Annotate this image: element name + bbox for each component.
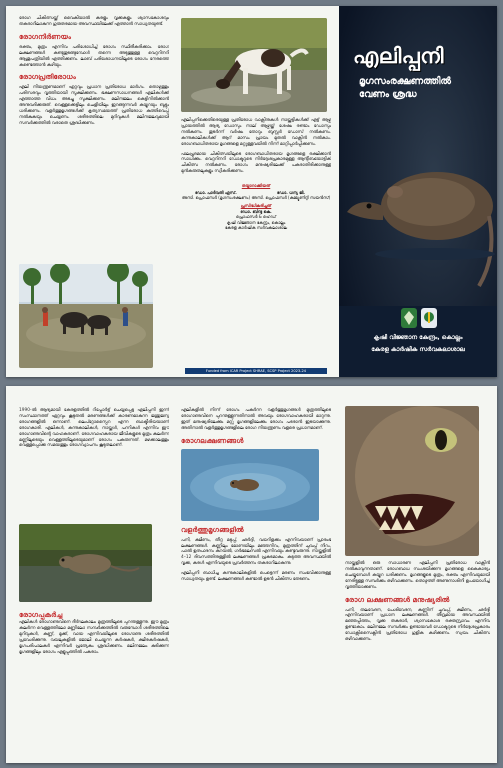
panel-bottom-right <box>345 386 490 763</box>
icar-logo <box>421 308 437 328</box>
carrier-paragraph: എലികളിൽ നിന്ന് രോഗം പകർന്ന വളർത്തുമൃഗങ്ങൾ മൂത്രത്തിലൂടെ രോഗാണുവിനെ പുറന്തള്ളുന്നതിനാൽ അവയും രോഗവാഹകരായി മാറുന്നു. ഇത് മനുഷ്യരിലേക്കും മറ്റു മൃഗങ്ങളിലേക്കും രോഗം പടരാൻ ഇടയാക്കുന്നു. അതിനാൽ വളർത്തുമൃഗങ്ങളിലെ രോഗ നിയന്ത്രണം വളരെ പ്രധാനമാണ്. <box>181 408 331 431</box>
dog-drinking-photo <box>181 18 327 112</box>
credits-block <box>181 183 331 230</box>
university-name: കേരള കാർഷിക സർവകലാശാല <box>371 346 465 353</box>
author-name-1: ഡോ. പാർവതി എസ്. <box>195 189 237 195</box>
heading-transmission: രോഗപ്പകർച്ച <box>19 610 63 619</box>
animal-symptoms-paragraph: പനി, ക്ഷീണം, തീറ്റ മടുപ്പ്, ഛർദ്ദി, വയറിളക്കം എന്നിവയാണ് പ്രാരംഭ ലക്ഷണങ്ങൾ. കണ്ണിലും മോണയിലും മഞ്ഞനിറം, മൂത്രത്തിന് ചുവപ്പ് നിറം, പാൽ ഉത്പാദനം കുറയൽ, ഗർഭമലസൽ എന്നിവയും കണ്ടുവരുന്നു. നായ്ക്കളിൽ 4–12 ദിവസത്തിനുള്ളിൽ ലക്ഷണങ്ങൾ പ്രകടമാകും. കടുത്ത അവസ്ഥയിൽ വൃക്ക, കരൾ എന്നിവയുടെ പ്രവർത്തനം തകരാറിലാകുന്നു. <box>181 537 331 567</box>
brochure-outer-side <box>6 6 497 377</box>
intro-paragraph: രോഗ ചികിത്സയ്ക്ക് വൈകിയാൽ കരളും വൃക്കകളും ശ്വാസകോശവും തകരാറിലാകുന്ന ഗുരുതരമായ അവസ്ഥയിലേക്ക് എത്താൻ സാധ്യതയുണ്ട്. <box>19 16 169 27</box>
cover-title: എലിപ്പനി <box>353 44 444 68</box>
panel-top-left <box>19 6 169 377</box>
vaccine-paragraph: എലിപ്പനിക്കെതിരെയുള്ള പ്രതിരോധ വാക്സിനുകൾ നായ്ക്കുട്ടികൾക്ക് എട്ട് ആഴ്ച പ്രായത്തിൽ ആദ്യ ഡോസും നാല് ആഴ്ചയ്ക്ക് ശേഷം രണ്ടാം ഡോസും നൽകണം. തുടർന്ന് വർഷം തോറും ബൂസ്റ്റർ ഡോസ് നൽകണം. കന്നുകാലികൾക്ക് ആറ് മാസം പ്രായം മുതൽ വാക്സിൻ നൽകാം. രോഗബാധിതരായ മൃഗങ്ങളെ മറ്റുള്ളവയിൽ നിന്ന് മാറ്റിപ്പാർപ്പിക്കണം. <box>181 118 331 147</box>
kvk-name: കൃഷി വിജ്ഞാന കേന്ദ്രം, കൊല്ലം <box>373 334 463 341</box>
heading-in-animals: വളർത്തുമൃഗങ്ങളിൽ <box>181 524 244 534</box>
cover-subtitle-line2: വേണം ശ്രദ്ധ <box>359 89 417 100</box>
flood-cattle-photo <box>19 264 153 368</box>
cover-subtitle-line1: മൃഗസംരക്ഷണത്തിൽ <box>359 76 452 87</box>
heading-in-humans: രോഗ ലക്ഷണങ്ങൾ മനുഷ്യരിൽ <box>345 594 450 604</box>
cover-panel <box>339 6 497 377</box>
diagnosis-paragraph: രക്തം, മൂത്രം എന്നിവ പരിശോധിച്ച് രോഗം സ്ഥിരീകരിക്കാം. രോഗ ലക്ഷണങ്ങൾ കണ്ടുതുടങ്ങുമ്പോൾ തന്നെ അടുത്തുള്ള വെറ്ററിനറി ആശുപത്രിയിൽ എത്തിക്കണം. ലാബ് പരിശോധനയിലൂടെ രോഗം നേരത്തെ കണ്ടെത്താൻ കഴിയും. <box>19 44 169 68</box>
rat-teeth-closeup-photo <box>345 406 479 556</box>
heading-diagnosis: രോഗനിർണയം <box>19 31 72 41</box>
brochure-inner-side <box>6 386 497 763</box>
swimming-rat-photo <box>181 449 319 521</box>
panel-bottom-middle <box>181 386 331 763</box>
handling-paragraph: നായ്ക്കളിൽ ഒരു സാധാരണ എലിപ്പനി പ്രതിരോധ വാക്സിൻ നൽകാവുന്നതാണ്. രോഗബാധ സംശയിക്കുന്ന മൃഗങ്ങളെ കൈകാര്യം ചെയ്യുമ്പോൾ കയ്യുറ ധരിക്കണം. മൃഗങ്ങളുടെ മൂത്രം, രക്തം എന്നിവയുമായി നേരിട്ടുള്ള സമ്പർക്കം ഒഴിവാക്കണം. തൊഴുത്ത് അണുനാശിനി ഉപയോഗിച്ച് വൃത്തിയാക്കണം. <box>345 561 490 590</box>
cattle-risk-paragraph: എലിപ്പനി ബാധിച്ച കന്നുകാലികളിൽ പെട്ടെന്ന് മരണം സംഭവിക്കാനുള്ള സാധ്യതയും ഉണ്ട്. ലക്ഷണങ്ങൾ കണ്ടാൽ ഉടൻ ചികിത്സ തേടണം. <box>181 571 331 583</box>
author-role-2: അസി. പ്രൊഫസർ (കമ്മ്യൂണിറ്റി സയൻസ്) <box>251 194 331 200</box>
panel-bottom-left <box>19 386 169 763</box>
rat-water-photo <box>19 524 152 602</box>
author-name-2: ഡോ. ധന്യ ജി. <box>276 189 305 195</box>
human-symptoms-paragraph: പനി, തലവേദന, പേശിവേദന, കണ്ണിന് ചുവപ്പ്, ക്ഷീണം, ഛർദ്ദി എന്നിവയാണ് പ്രധാന ലക്ഷണങ്ങൾ. തീവ്രമായ അവസ്ഥയിൽ മഞ്ഞപ്പിത്തം, വൃക്ക തകരാർ, ശ്വാസകോശ രക്തസ്രാവം എന്നിവ ഉണ്ടാകാം. മലിനജല സമ്പർക്കം ഉണ്ടായവർ ഡോക്ടറുടെ നിർദ്ദേശപ്രകാരം ഡോക്സിസൈക്ലിൻ പ്രതിരോധ ഗുളിക കഴിക്കണം. സ്വയം ചികിത്സ ഒഴിവാക്കണം. <box>345 607 490 643</box>
treatment-paragraph: ഫലപ്രദമായ ചികിത്സയിലൂടെ രോഗബാധിതരായ മൃഗങ്ങളെ രക്ഷിക്കാൻ സാധിക്കും. വെറ്ററിനറി ഡോക്ടറുടെ നിർദ്ദേശപ്രകാരമുള്ള ആന്റിബയോട്ടിക് ചികിത്സ നൽകണം. രോഗം മനുഷ്യരിലേക്ക് പകരാതിരിക്കാനുള്ള മുൻകരുതലുകളും സ്വീകരിക്കണം. <box>181 151 331 175</box>
published-by-label: പ്രസിദ്ധീകരിച്ചത് <box>240 203 272 209</box>
publisher-org: കൃഷി വിജ്ഞാന കേന്ദ്രം, കൊല്ലം <box>226 219 286 225</box>
prevention-paragraph: എലി നിയന്ത്രണമാണ് ഏറ്റവും പ്രധാന പ്രതിരോധ മാർഗം. തൊഴുത്തും പരിസരവും വൃത്തിയായി സൂക്ഷിക്കണം. ഭക്ഷണസാധനങ്ങൾ എലികൾക്ക് എത്താത്ത വിധം അടച്ചു സൂക്ഷിക്കണം. മലിനജലം കെട്ടിനിൽക്കാൻ അനുവദിക്കരുത്. വെള്ളക്കെട്ടിലും ചെളിയിലും ഇറങ്ങുന്നവർ കയ്യുറയും ബൂട്ടും ധരിക്കണം. വളർത്തുമൃഗങ്ങൾക്ക് കൃത്യസമയത്ത് പ്രതിരോധ കുത്തിവെപ്പ് നൽകുകയും ചെയ്യണം. ശരീരത്തിലെ മുറിവുകൾ മലിനജലവുമായി സമ്പർക്കത്തിൽ വരാതെ ശ്രദ്ധിക്കണം. <box>19 85 169 126</box>
publisher-role: പ്രൊഫസർ & ഹെഡ് <box>235 214 277 220</box>
heading-symptoms: രോഗലക്ഷണങ്ങൾ <box>181 435 244 445</box>
publisher-name: ഡോ. ബിന്ദു കെ. <box>240 208 272 214</box>
history-paragraph: 1990-ൽ ആദ്യമായി കേരളത്തിൽ റിപ്പോർട്ട് ചെയ്യപ്പെട്ട എലിപ്പനി ഇന്ന് സംസ്ഥാനത്ത് ഏറ്റവും കൂടുതൽ മരണങ്ങൾക്ക് കാരണമാകുന്ന ജന്തുജന്യ രോഗങ്ങളിൽ ഒന്നാണ്. ലെപ്റ്റോസ്പൈറ എന്ന ബാക്ടീരിയയാണ് രോഗകാരി. എലികൾ, കന്നുകാലികൾ, നായ്ക്കൾ, പന്നികൾ എന്നിവ ഈ രോഗാണുവിന്റെ വാഹകരാണ്. രോഗവാഹകരായ ജീവികളുടെ മൂത്രം കലർന്ന മണ്ണിലൂടെയും വെള്ളത്തിലൂടെയുമാണ് രോഗം പകരുന്നത്. മഴക്കാലത്തും വെള്ളപ്പൊക്ക സമയത്തും രോഗവ്യാപനം കൂടുതലാണ്. <box>19 408 169 449</box>
transmission-paragraph: എലികൾ രോഗാണുവിനെ ദീർഘകാലം മൂത്രത്തിലൂടെ പുറന്തള്ളുന്നു. ഈ മൂത്രം കലർന്ന വെള്ളത്തിലോ മണ്ണിലോ സമ്പർക്കത്തിൽ വരുമ്പോൾ ശരീരത്തിലെ മുറിവുകൾ, കണ്ണ്, മൂക്ക്, വായ എന്നിവയിലൂടെ രോഗാണു ശരീരത്തിൽ പ്രവേശിക്കുന്നു. വയലുകളിൽ ജോലി ചെയ്യുന്ന കർഷകർ, ക്ഷീരകർഷകർ, മൃഗപരിപാലകർ എന്നിവർ പ്രത്യേകം ശ്രദ്ധിക്കണം. മലിനജലം കുടിക്കുന്ന മൃഗങ്ങളിലും രോഗം എളുപ്പത്തിൽ പകരാം. <box>19 620 169 655</box>
publisher-university: കേരള കാർഷിക സർവകലാശാല <box>224 225 288 230</box>
heading-prevention: രോഗപ്രതിരോധം <box>19 72 76 82</box>
prepared-by-label: തയ്യാറാക്കിയത് <box>241 183 271 189</box>
panel-top-middle <box>181 6 331 377</box>
funding-note: Funded from ICAR Project SHRAE, SCSP Project 2023-24 <box>185 368 327 374</box>
author-role-1: അസി. പ്രൊഫസർ (മൃഗസംരക്ഷണം) <box>181 194 251 200</box>
kau-logo <box>401 308 417 328</box>
